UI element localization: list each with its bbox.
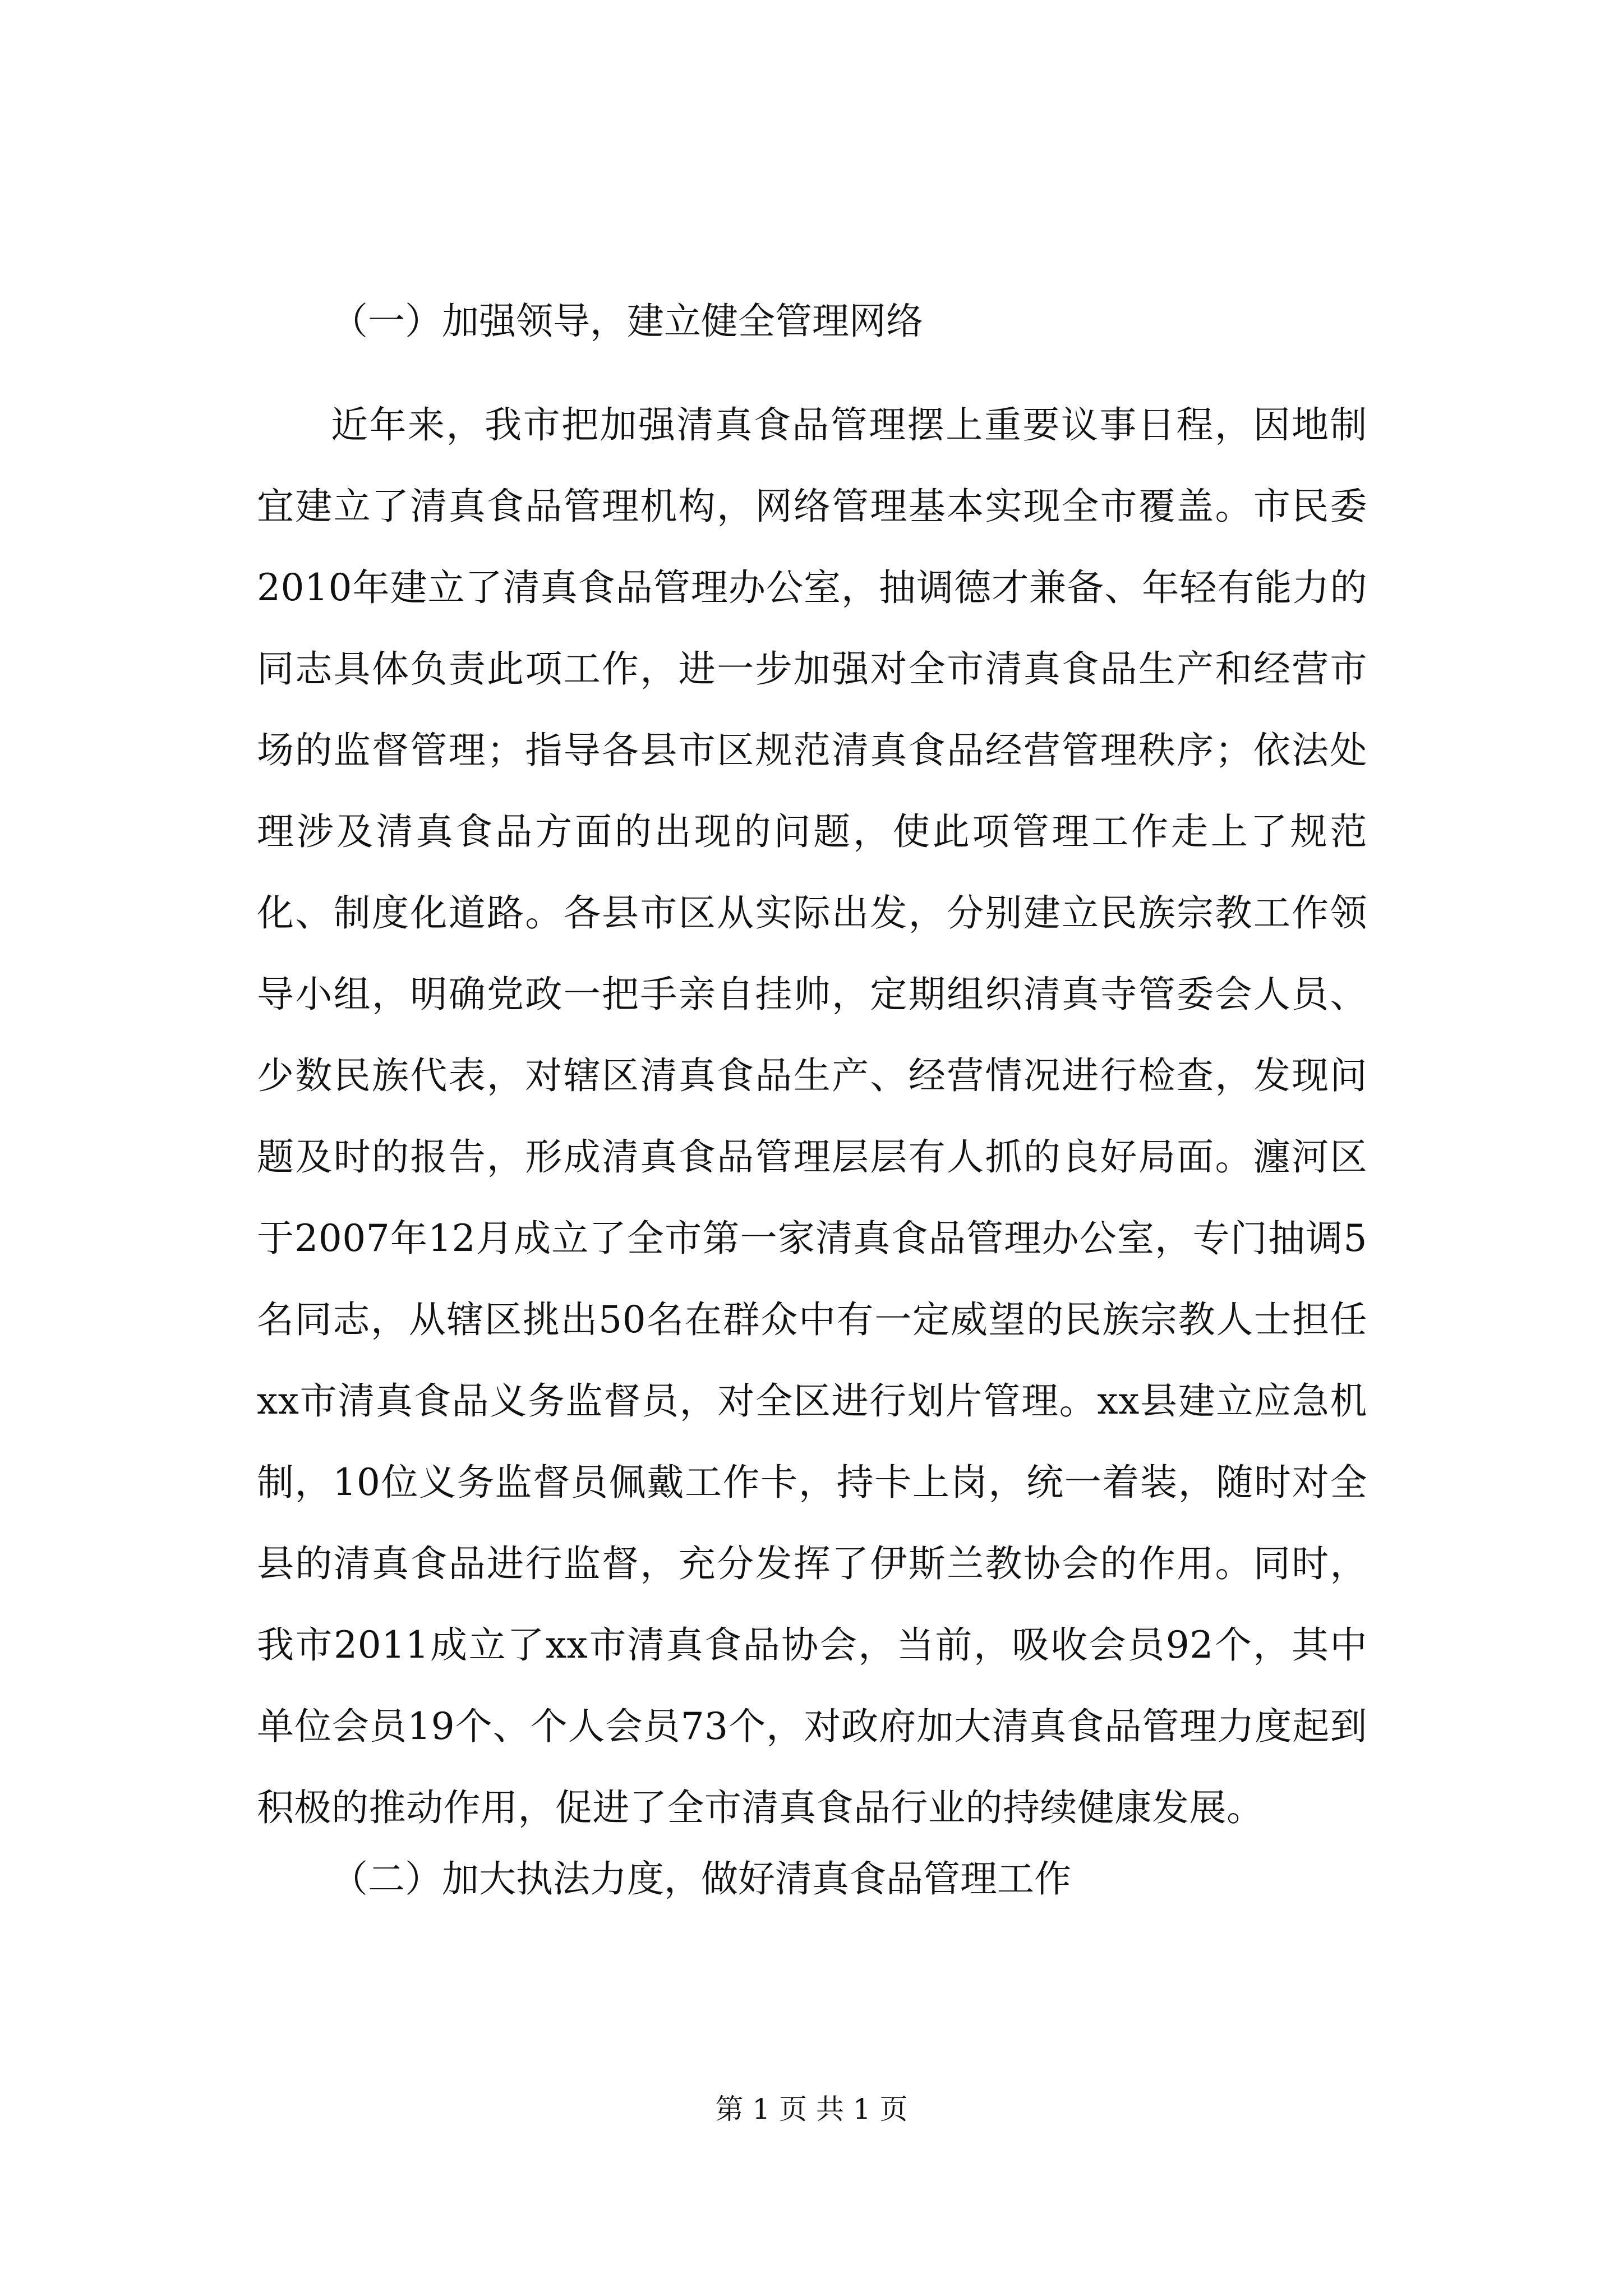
section-heading-1: （一）加强领导，建立健全管理网络 <box>331 300 923 343</box>
body-paragraph-1: 近年来，我市把加强清真食品管理摆上重要议事日程，因地制宜建立了清真食品管理机构，网络管理基本实现全市覆盖。市民委2010年建立了清真食品管理办公室，抽调德才兼备、年轻有能力的同志具体负责此项工作，进一步加强对全市清真食品生产和经营市场的监督管理；指导各县市区规范清真食品经营管理秩序；依法处理涉及清真食品方面的出现的问题，使此项管理工作走上了规范化、制度化道路。各县市区从实际出发，分别建立民族宗教工作领导小组，明确党政一把手亲自挂帅，定期组织清真寺管委会人员、少数民族代表，对辖区清真食品生产、经营情况进行检查，发现问题及时的报告，形成清真食品管理层层有人抓的良好局面。瀍河区于2007年12月成立了全市第一家清真食品管理办公室，专门抽调5名同志，从辖区挑出50名在群众中有一定威望的民族宗教人士担任xx市清真食品义务监督员，对全区进行划片管理。xx县建立应急机制，10位义务监督员佩戴工作卡，持卡上岗，统一着装，随时对全县的清真食品进行监督，充分发挥了伊斯兰教协会的作用。同时，我市2011成立了xx市清真食品协会，当前，吸收会员92个，其中单位会员19个、个人会员73个，对政府加大清真食品管理力度起到积极的推动作用，促进了全市清真食品行业的持续健康发展。 <box>257 403 1367 1829</box>
document-body <box>257 300 1367 1942</box>
page-footer: 第 1 页 共 1 页 <box>715 2093 908 2125</box>
section-heading-2: （二）加大执法力度，做好清真食品管理工作 <box>331 1857 1071 1901</box>
